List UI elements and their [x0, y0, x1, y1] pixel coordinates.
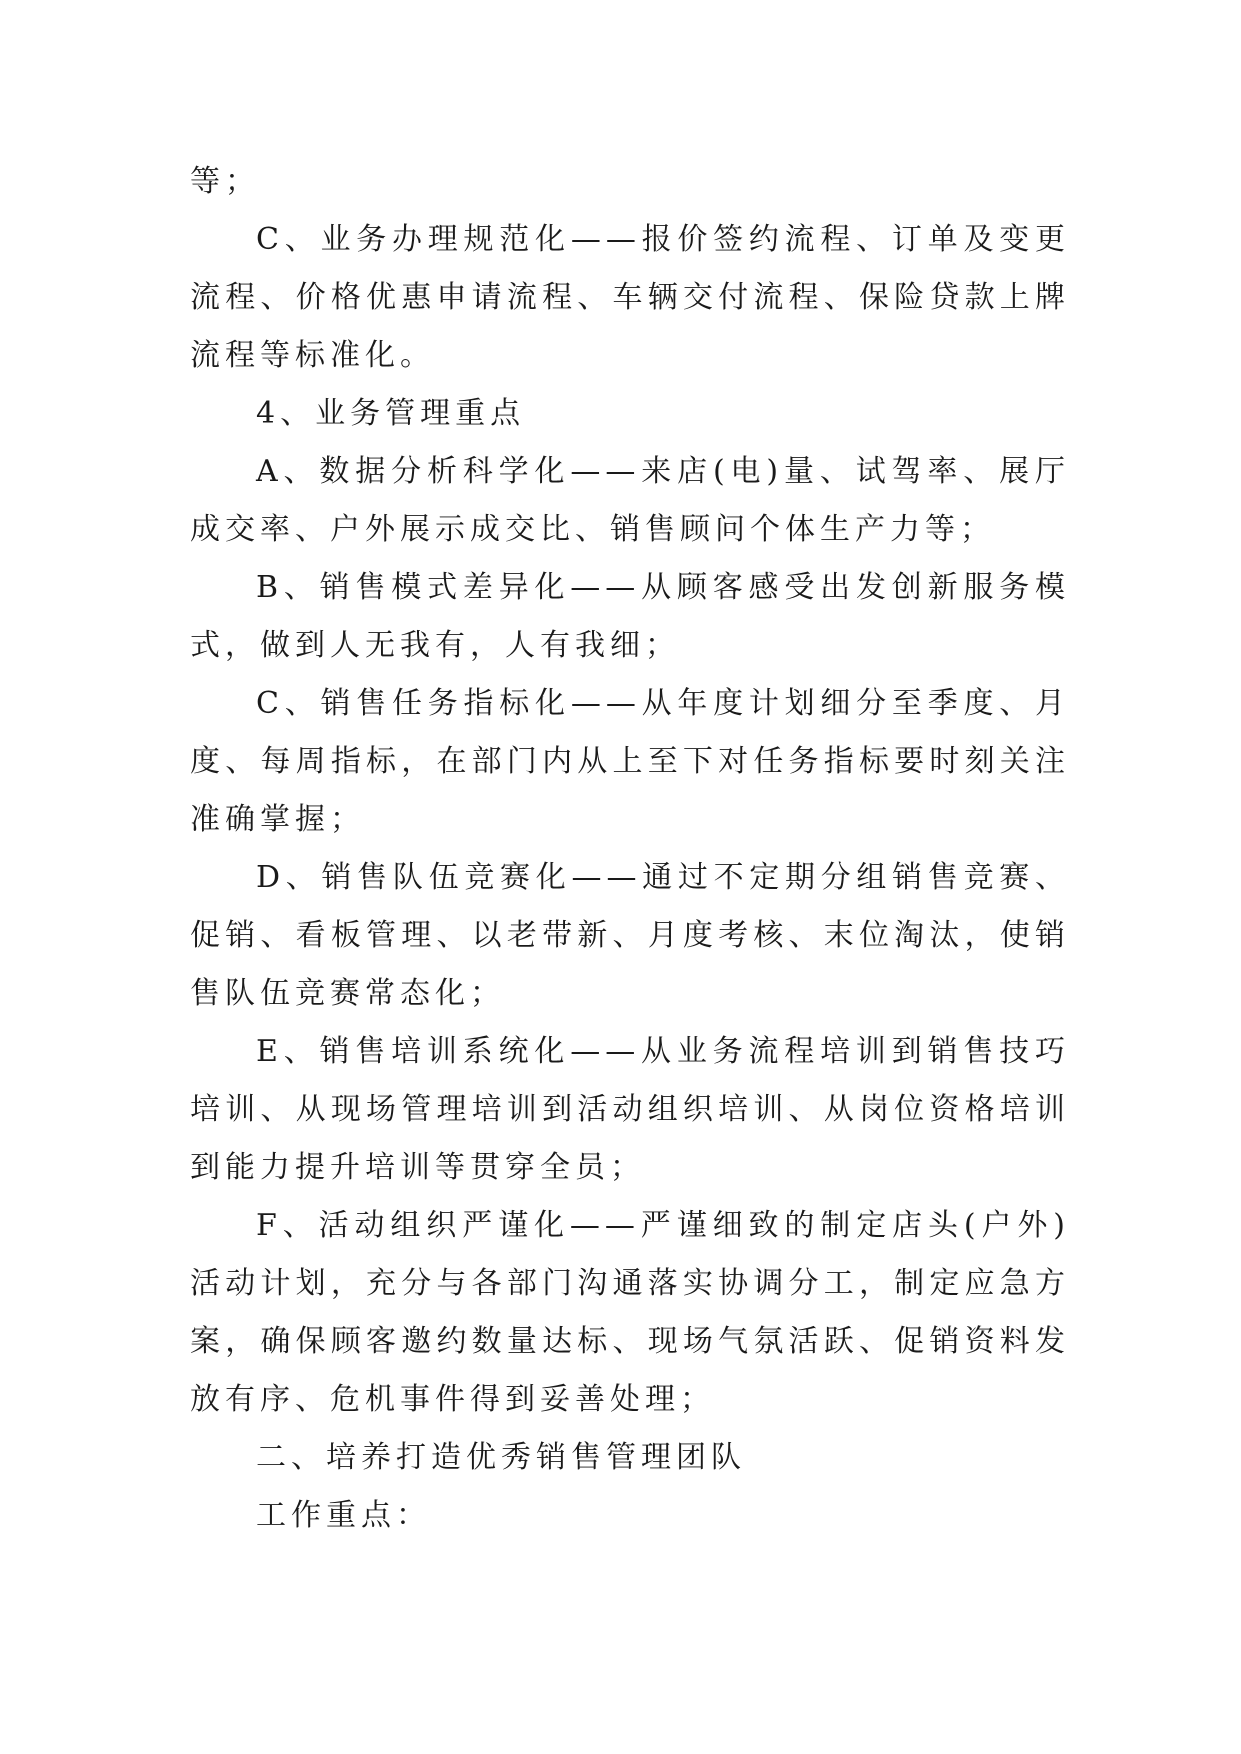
paragraph-sales-targets: C、销售任务指标化——从年度计划细分至季度、月度、每周指标，在部门内从上至下对任务指标要时刻关注准确掌握；	[190, 686, 1070, 837]
section-heading-work-focus: 工作重点：	[256, 1498, 431, 1533]
document-body	[190, 153, 1070, 1545]
section-heading-management-team: 二、培养打造优秀销售管理团队	[256, 1440, 746, 1475]
paragraph-sales-competition: D、销售队伍竞赛化——通过不定期分组销售竞赛、促销、看板管理、以老带新、月度考核、末位淘汰，使销售队伍竞赛常态化；	[190, 860, 1070, 1011]
paragraph-sales-training: E、销售培训系统化——从业务流程培训到销售技巧培训、从现场管理培训到活动组织培训、从岗位资格培训到能力提升培训等贯穿全员；	[190, 1034, 1070, 1185]
section-heading-business-management: 4、业务管理重点	[256, 396, 526, 431]
paragraph-continuation: 等；	[190, 164, 260, 199]
paragraph-business-standardization: C、业务办理规范化——报价签约流程、订单及变更流程、价格优惠申请流程、车辆交付流程、保险贷款上牌流程等标准化。	[190, 222, 1070, 373]
paragraph-sales-model: B、销售模式差异化——从顾客感受出发创新服务模式，做到人无我有，人有我细；	[190, 570, 1070, 663]
paragraph-data-analysis: A、数据分析科学化——来店(电)量、试驾率、展厅成交率、户外展示成交比、销售顾问个体生产力等；	[190, 454, 1070, 547]
paragraph-event-organization: F、活动组织严谨化——严谨细致的制定店头(户外)活动计划，充分与各部门沟通落实协调分工，制定应急方案，确保顾客邀约数量达标、现场气氛活跃、促销资料发放有序、危机事件得到妥善处理；	[190, 1208, 1070, 1417]
